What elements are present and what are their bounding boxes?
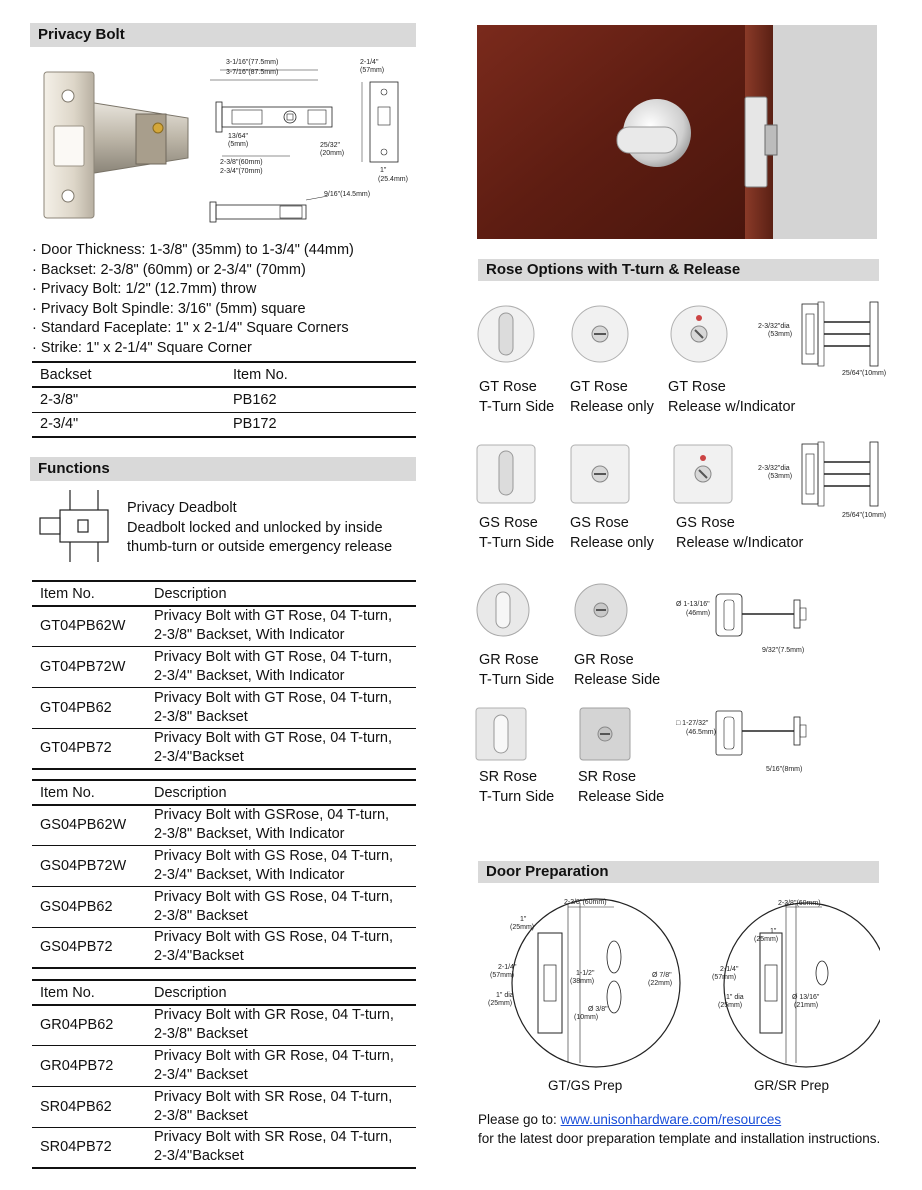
item-no: GS04PB72W bbox=[40, 857, 127, 874]
table-row bbox=[32, 1086, 416, 1127]
dim-label: (22mm) bbox=[648, 980, 673, 987]
item-no: GT04PB72W bbox=[40, 658, 126, 675]
item-no: GT04PB62 bbox=[40, 699, 112, 716]
item-desc: Privacy Bolt with GT Rose, 04 T-turn, bbox=[154, 648, 392, 665]
section-title: Privacy Bolt bbox=[38, 26, 125, 43]
spec-item: · Strike: 1" x 2-1/4" Square Corner bbox=[32, 339, 252, 356]
rose-side: Release Side bbox=[578, 789, 665, 805]
gt-gs-prep-drawing bbox=[484, 893, 684, 1073]
item-desc: 2-3/8" Backset, With Indicator bbox=[154, 826, 345, 843]
deadbolt-function-icon bbox=[36, 488, 116, 564]
sr-rose-tturn-image bbox=[475, 707, 527, 761]
rose-label bbox=[668, 377, 795, 417]
table-row bbox=[32, 805, 416, 845]
dim-label: (57mm) bbox=[360, 67, 385, 74]
dim-label: 2-3/8"(60mm) bbox=[220, 159, 263, 166]
table-row bbox=[32, 412, 416, 437]
dim-label: (25.4mm) bbox=[378, 176, 408, 183]
gs-rose-dimension-drawing bbox=[758, 438, 898, 522]
privacy-bolt-dimension-drawing bbox=[198, 52, 420, 232]
item-desc: Privacy Bolt with GT Rose, 04 T-turn, bbox=[154, 608, 392, 625]
dim-label: 2-1/4" bbox=[498, 964, 517, 971]
item-desc: 2-3/8" Backset bbox=[154, 907, 248, 924]
dim-label: (10mm) bbox=[574, 1014, 599, 1021]
gr-rose-dimension-drawing bbox=[676, 590, 822, 656]
rose-name: GR Rose bbox=[479, 652, 539, 668]
dim-label: Ø 7/8" bbox=[652, 972, 672, 979]
item-no: GS04PB62W bbox=[40, 817, 127, 834]
item-desc: Privacy Bolt with GS Rose, 04 T-turn, bbox=[154, 888, 394, 905]
dim-label: Ø 13/16" bbox=[792, 994, 820, 1001]
rose-side: Release Side bbox=[574, 672, 661, 688]
item-desc: 2-3/8" Backset, With Indicator bbox=[154, 627, 345, 644]
items-table-gt bbox=[32, 580, 416, 770]
function-desc-2: thumb-turn or outside emergency release bbox=[127, 539, 393, 555]
item-desc: Privacy Bolt with SR Rose, 04 T-turn, bbox=[154, 1088, 393, 1105]
dim-label: 2-3/32"dia bbox=[758, 465, 790, 472]
spec-item: · Standard Faceplate: 1" x 2-1/4" Square Corners bbox=[32, 320, 349, 337]
rose-name: SR Rose bbox=[479, 769, 538, 785]
table-header: Backset bbox=[40, 366, 92, 383]
table-row bbox=[32, 606, 416, 646]
table-header: Item No. bbox=[233, 366, 288, 383]
rose-name: GT Rose bbox=[668, 379, 726, 395]
dim-label: (20mm) bbox=[320, 150, 345, 157]
rose-label bbox=[479, 650, 554, 690]
spec-item: · Privacy Bolt: 1/2" (12.7mm) throw bbox=[32, 281, 257, 298]
dim-label: (5mm) bbox=[228, 141, 249, 148]
dim-label: 2-3/8"(60mm) bbox=[778, 900, 821, 907]
item-desc: Privacy Bolt with SR Rose, 04 T-turn, bbox=[154, 1129, 393, 1146]
dim-label: 1-1/2" bbox=[576, 970, 595, 977]
items-table-gs bbox=[32, 779, 416, 969]
table-row bbox=[32, 1005, 416, 1045]
table-header: Description bbox=[154, 585, 227, 602]
sr-rose-dimension-drawing bbox=[676, 705, 822, 775]
items-table-gr-sr bbox=[32, 979, 416, 1169]
dim-label: Ø 1-13/16" bbox=[676, 601, 710, 608]
section-title: Door Preparation bbox=[486, 863, 609, 880]
gs-rose-indicator-image bbox=[672, 443, 734, 505]
dim-label: 1" bbox=[770, 928, 777, 935]
dim-label: 9/16"(14.5mm) bbox=[324, 191, 371, 198]
gt-rose-release-image bbox=[569, 303, 631, 365]
item-no: GR04PB72 bbox=[40, 1057, 114, 1074]
dim-label: (53mm) bbox=[768, 331, 793, 338]
rose-name: GS Rose bbox=[479, 515, 538, 531]
function-name: Privacy Deadbolt bbox=[127, 500, 237, 516]
gt-rose-tturn-image bbox=[475, 303, 537, 365]
table-row bbox=[32, 1045, 416, 1086]
table-row bbox=[32, 387, 416, 412]
table-header: Item No. bbox=[40, 784, 95, 801]
note-prefix: Please go to: bbox=[478, 1112, 561, 1127]
dim-label: (46mm) bbox=[686, 610, 711, 617]
item-desc: 2-3/4"Backset bbox=[154, 948, 244, 965]
gt-gs-prep-label: GT/GS Prep bbox=[548, 1078, 623, 1093]
item-desc: Privacy Bolt with GT Rose, 04 T-turn, bbox=[154, 730, 392, 747]
gt-rose-dimension-drawing bbox=[758, 298, 898, 378]
dim-label: 3-7/16"(87.5mm) bbox=[226, 69, 279, 76]
rose-side: T-Turn Side bbox=[479, 789, 555, 805]
rose-label bbox=[570, 513, 654, 553]
table-row bbox=[32, 886, 416, 927]
dim-label: (57mm) bbox=[712, 974, 737, 981]
rose-name: GR Rose bbox=[574, 652, 634, 668]
dim-label: (46.5mm) bbox=[686, 729, 716, 736]
dim-label: □ 1-27/32" bbox=[676, 720, 709, 727]
rose-label bbox=[570, 377, 654, 417]
item-desc: Privacy Bolt with GR Rose, 04 T-turn, bbox=[154, 1007, 394, 1024]
item-no: GR04PB62 bbox=[40, 1017, 114, 1034]
section-title: Rose Options with T-turn & Release bbox=[486, 261, 741, 278]
resources-link[interactable]: www.unisonhardware.com/resources bbox=[560, 1112, 782, 1127]
section-header-rose-options bbox=[478, 259, 879, 281]
item-desc: 2-3/4" Backset, With Indicator bbox=[154, 667, 345, 684]
gr-sr-prep-drawing bbox=[710, 893, 880, 1073]
spec-item: · Door Thickness: 1-3/8" (35mm) to 1-3/4" (44mm) bbox=[32, 242, 354, 258]
sr-rose-release-image bbox=[579, 707, 631, 761]
table-row bbox=[32, 646, 416, 687]
gr-rose-release-image bbox=[573, 582, 629, 638]
dim-label: (21mm) bbox=[794, 1002, 819, 1009]
table-cell: PB172 bbox=[233, 416, 277, 433]
dim-label: 13/64" bbox=[228, 133, 249, 140]
rose-side: Release only bbox=[570, 399, 654, 415]
dim-label: 25/32" bbox=[320, 142, 341, 149]
rose-name: SR Rose bbox=[578, 769, 637, 785]
dim-label: (25mm) bbox=[488, 1000, 513, 1007]
item-desc: 2-3/4" Backset, With Indicator bbox=[154, 866, 345, 883]
rose-side: T-Turn Side bbox=[479, 535, 555, 551]
dim-label: 1" dia bbox=[726, 994, 744, 1001]
dim-label: (25mm) bbox=[754, 936, 779, 943]
table-header: Item No. bbox=[40, 585, 95, 602]
dim-label: 5/16"(8mm) bbox=[766, 766, 803, 773]
item-no: GT04PB62W bbox=[40, 618, 126, 635]
item-no: GT04PB72 bbox=[40, 740, 112, 757]
item-desc: Privacy Bolt with GT Rose, 04 T-turn, bbox=[154, 689, 392, 706]
item-no: GS04PB72 bbox=[40, 939, 113, 956]
item-desc: 2-3/8" Backset bbox=[154, 1026, 248, 1043]
item-no: SR04PB62 bbox=[40, 1098, 112, 1115]
rose-name: GT Rose bbox=[479, 379, 537, 395]
rose-label bbox=[574, 650, 660, 690]
door-photo bbox=[477, 25, 877, 239]
rose-label bbox=[479, 377, 554, 417]
function-desc-1: Deadbolt locked and unlocked by inside bbox=[127, 520, 383, 536]
dim-label: 3-1/16"(77.5mm) bbox=[226, 59, 279, 66]
dim-label: (25mm) bbox=[718, 1002, 743, 1009]
dim-label: (53mm) bbox=[768, 473, 793, 480]
table-header: Description bbox=[154, 984, 227, 1001]
table-row bbox=[32, 728, 416, 769]
rose-side: Release w/Indicator bbox=[668, 399, 796, 415]
table-header: Description bbox=[154, 784, 227, 801]
table-row bbox=[32, 1127, 416, 1168]
item-desc: 2-3/4"Backset bbox=[154, 749, 244, 766]
dim-label: 1" bbox=[520, 916, 527, 923]
item-desc: 2-3/4" Backset bbox=[154, 1066, 248, 1083]
dim-label: 2-3/8"(60mm) bbox=[564, 899, 607, 906]
dim-label: 2-1/4" bbox=[360, 59, 379, 66]
gr-rose-tturn-image bbox=[475, 582, 531, 638]
spec-item: · Backset: 2-3/8" (60mm) or 2-3/4" (70mm) bbox=[32, 261, 306, 278]
section-header-door-preparation bbox=[478, 861, 879, 883]
gt-rose-indicator-image bbox=[668, 303, 730, 365]
table-row bbox=[32, 927, 416, 968]
item-desc: Privacy Bolt with GR Rose, 04 T-turn, bbox=[154, 1047, 394, 1064]
rose-label bbox=[578, 767, 664, 807]
dim-label: 25/64"(10mm) bbox=[842, 370, 887, 377]
dim-label: 9/32"(7.5mm) bbox=[762, 647, 805, 654]
dim-label: Ø 3/8" bbox=[588, 1006, 608, 1013]
table-row bbox=[32, 845, 416, 886]
item-desc: 2-3/8" Backset bbox=[154, 1107, 248, 1124]
gs-rose-release-image bbox=[569, 443, 631, 505]
dim-label: 1" dia bbox=[496, 992, 514, 999]
table-cell: 2-3/4" bbox=[40, 416, 79, 433]
item-no: SR04PB72 bbox=[40, 1139, 112, 1156]
item-desc: 2-3/4"Backset bbox=[154, 1148, 244, 1165]
rose-side: T-Turn Side bbox=[479, 399, 555, 415]
dim-label: 2-1/4" bbox=[720, 966, 739, 973]
item-desc: Privacy Bolt with GS Rose, 04 T-turn, bbox=[154, 847, 394, 864]
rose-name: GT Rose bbox=[570, 379, 628, 395]
dim-label: (38mm) bbox=[570, 978, 595, 985]
section-header-functions bbox=[30, 457, 416, 481]
dim-label: 25/64"(10mm) bbox=[842, 512, 887, 519]
privacy-bolt-photo bbox=[38, 66, 198, 224]
rose-name: GS Rose bbox=[570, 515, 629, 531]
dim-label: (57mm) bbox=[490, 972, 515, 979]
section-header-privacy-bolt bbox=[30, 23, 416, 47]
item-desc: Privacy Bolt with GSRose, 04 T-turn, bbox=[154, 807, 390, 824]
rose-label bbox=[479, 767, 554, 807]
table-cell: 2-3/8" bbox=[40, 391, 79, 408]
resources-note bbox=[478, 1110, 880, 1148]
spec-item: · Privacy Bolt Spindle: 3/16" (5mm) square bbox=[32, 300, 306, 317]
dim-label: 2-3/4"(70mm) bbox=[220, 168, 263, 175]
spec-list bbox=[32, 241, 354, 359]
section-title: Functions bbox=[38, 460, 110, 477]
item-no: GS04PB62 bbox=[40, 898, 113, 915]
rose-side: Release only bbox=[570, 535, 654, 551]
dim-label: (25mm) bbox=[510, 924, 535, 931]
rose-name: GS Rose bbox=[676, 515, 735, 531]
item-desc: Privacy Bolt with GS Rose, 04 T-turn, bbox=[154, 929, 394, 946]
rose-side: Release w/Indicator bbox=[676, 535, 804, 551]
backset-table bbox=[32, 361, 416, 438]
rose-side: T-Turn Side bbox=[479, 672, 555, 688]
table-row bbox=[32, 687, 416, 728]
item-desc: 2-3/8" Backset bbox=[154, 708, 248, 725]
table-cell: PB162 bbox=[233, 391, 277, 408]
table-header: Item No. bbox=[40, 984, 95, 1001]
gr-sr-prep-label: GR/SR Prep bbox=[754, 1078, 830, 1093]
note-line-2: for the latest door preparation template and installation instructions. bbox=[478, 1131, 881, 1146]
gs-rose-tturn-image bbox=[475, 443, 537, 505]
dim-label: 1" bbox=[380, 167, 387, 174]
rose-label bbox=[479, 513, 554, 553]
dim-label: 2-3/32"dia bbox=[758, 323, 790, 330]
